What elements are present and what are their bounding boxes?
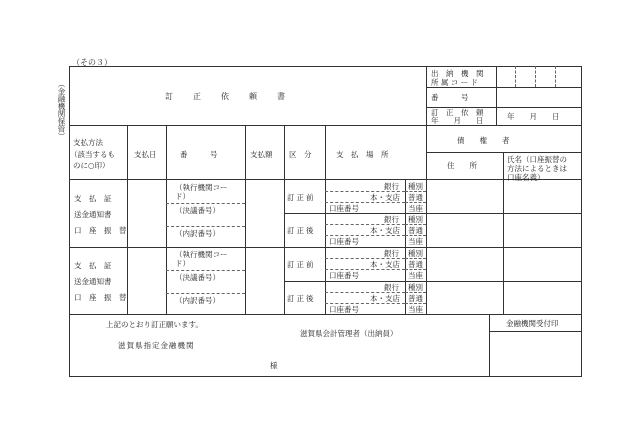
current-label: 当座 <box>408 237 423 246</box>
decision-number: （決議番号） <box>175 206 220 215</box>
decision-number: （決議番号） <box>175 273 220 282</box>
institution-code-label-1: 出 納 機 関 <box>431 69 484 78</box>
ordinary-label: 普通 <box>408 193 423 202</box>
col-method-2: （該当するも <box>70 150 115 159</box>
branch-label: 本・支店 <box>370 294 400 303</box>
honorific: 様 <box>270 361 278 370</box>
type-label: 種別 <box>408 283 423 292</box>
detail-number: （内訳番号） <box>175 229 220 238</box>
exec-code-1: （執行機関コー <box>175 183 228 192</box>
exec-code-1: （執行機関コー <box>175 250 228 259</box>
account-label: 口座番号 <box>329 305 359 314</box>
method-pay-cert: 支 払 証 <box>74 261 112 270</box>
col-pay-date: 支払日 <box>134 150 157 159</box>
before-label: 訂正前 <box>287 260 316 269</box>
col-name-2: 方法によるときは <box>507 164 567 173</box>
col-category: 区 分 <box>289 150 312 159</box>
col-method-3: のに○印） <box>73 161 110 170</box>
col-creditor: 債 権 者 <box>457 136 510 145</box>
col-amount: 支払額 <box>250 150 273 159</box>
type-label: 種別 <box>408 249 423 258</box>
current-label: 当座 <box>408 271 423 280</box>
type-label: 種別 <box>408 182 423 191</box>
method-transfer: 口 座 振 替 <box>74 293 127 302</box>
current-label: 当座 <box>408 305 423 314</box>
bank-label: 銀行 <box>384 249 399 258</box>
after-label: 訂正後 <box>287 294 316 303</box>
form-number: （その３） <box>72 58 112 67</box>
before-label: 訂正前 <box>287 193 316 202</box>
date-label-2: 年 月 日 <box>431 116 484 125</box>
exec-code-2: ド） <box>175 192 190 201</box>
request-text: 上記のとおり訂正願います。 <box>106 320 203 329</box>
account-label: 口座番号 <box>329 237 359 246</box>
institution-code-label-2: 所 属 コ ー ド <box>431 78 479 87</box>
designated-bank: 滋賀県指定金融機関 <box>118 341 195 350</box>
bank-label: 銀行 <box>384 283 399 292</box>
bank-label: 銀行 <box>384 182 399 191</box>
date-value: 年 月 日 <box>507 112 560 121</box>
type-label: 種別 <box>408 215 423 224</box>
branch-label: 本・支店 <box>370 193 400 202</box>
col-address: 住 所 <box>447 161 477 170</box>
date-label-1: 訂 正 依 頼 <box>431 108 484 117</box>
ordinary-label: 普通 <box>408 260 423 269</box>
method-remittance: 送金通知書 <box>74 210 112 219</box>
form-title: 訂 正 依 頼 書 <box>165 92 291 101</box>
branch-label: 本・支店 <box>370 260 400 269</box>
bank-label: 銀行 <box>384 215 399 224</box>
current-label: 当座 <box>408 204 423 213</box>
method-transfer: 口 座 振 替 <box>74 226 127 235</box>
account-label: 口座番号 <box>329 271 359 280</box>
ordinary-label: 普通 <box>408 226 423 235</box>
col-name-3: 口座名義） <box>507 173 545 182</box>
detail-number: （内訳番号） <box>175 296 220 305</box>
col-name-1: 氏名（口座振替の <box>507 155 567 164</box>
ordinary-label: 普通 <box>408 294 423 303</box>
method-remittance: 送金通知書 <box>74 277 112 286</box>
receipt-stamp-label: 金融機関受付印 <box>506 319 559 328</box>
number-label: 番 号 <box>431 93 469 102</box>
col-method-1: 支払方法 <box>73 138 103 147</box>
branch-label: 本・支店 <box>370 226 400 235</box>
treasurer-label: 滋賀県会計管理者（出納員） <box>300 329 398 338</box>
col-pay-place: 支 払 場 所 <box>336 150 389 159</box>
after-label: 訂正後 <box>287 226 316 235</box>
method-pay-cert: 支 払 証 <box>74 194 112 203</box>
exec-code-2: ド） <box>175 259 190 268</box>
side-label: （金融機関保管） <box>57 80 66 140</box>
col-number: 番 号 <box>180 150 218 159</box>
account-label: 口座番号 <box>329 204 359 213</box>
